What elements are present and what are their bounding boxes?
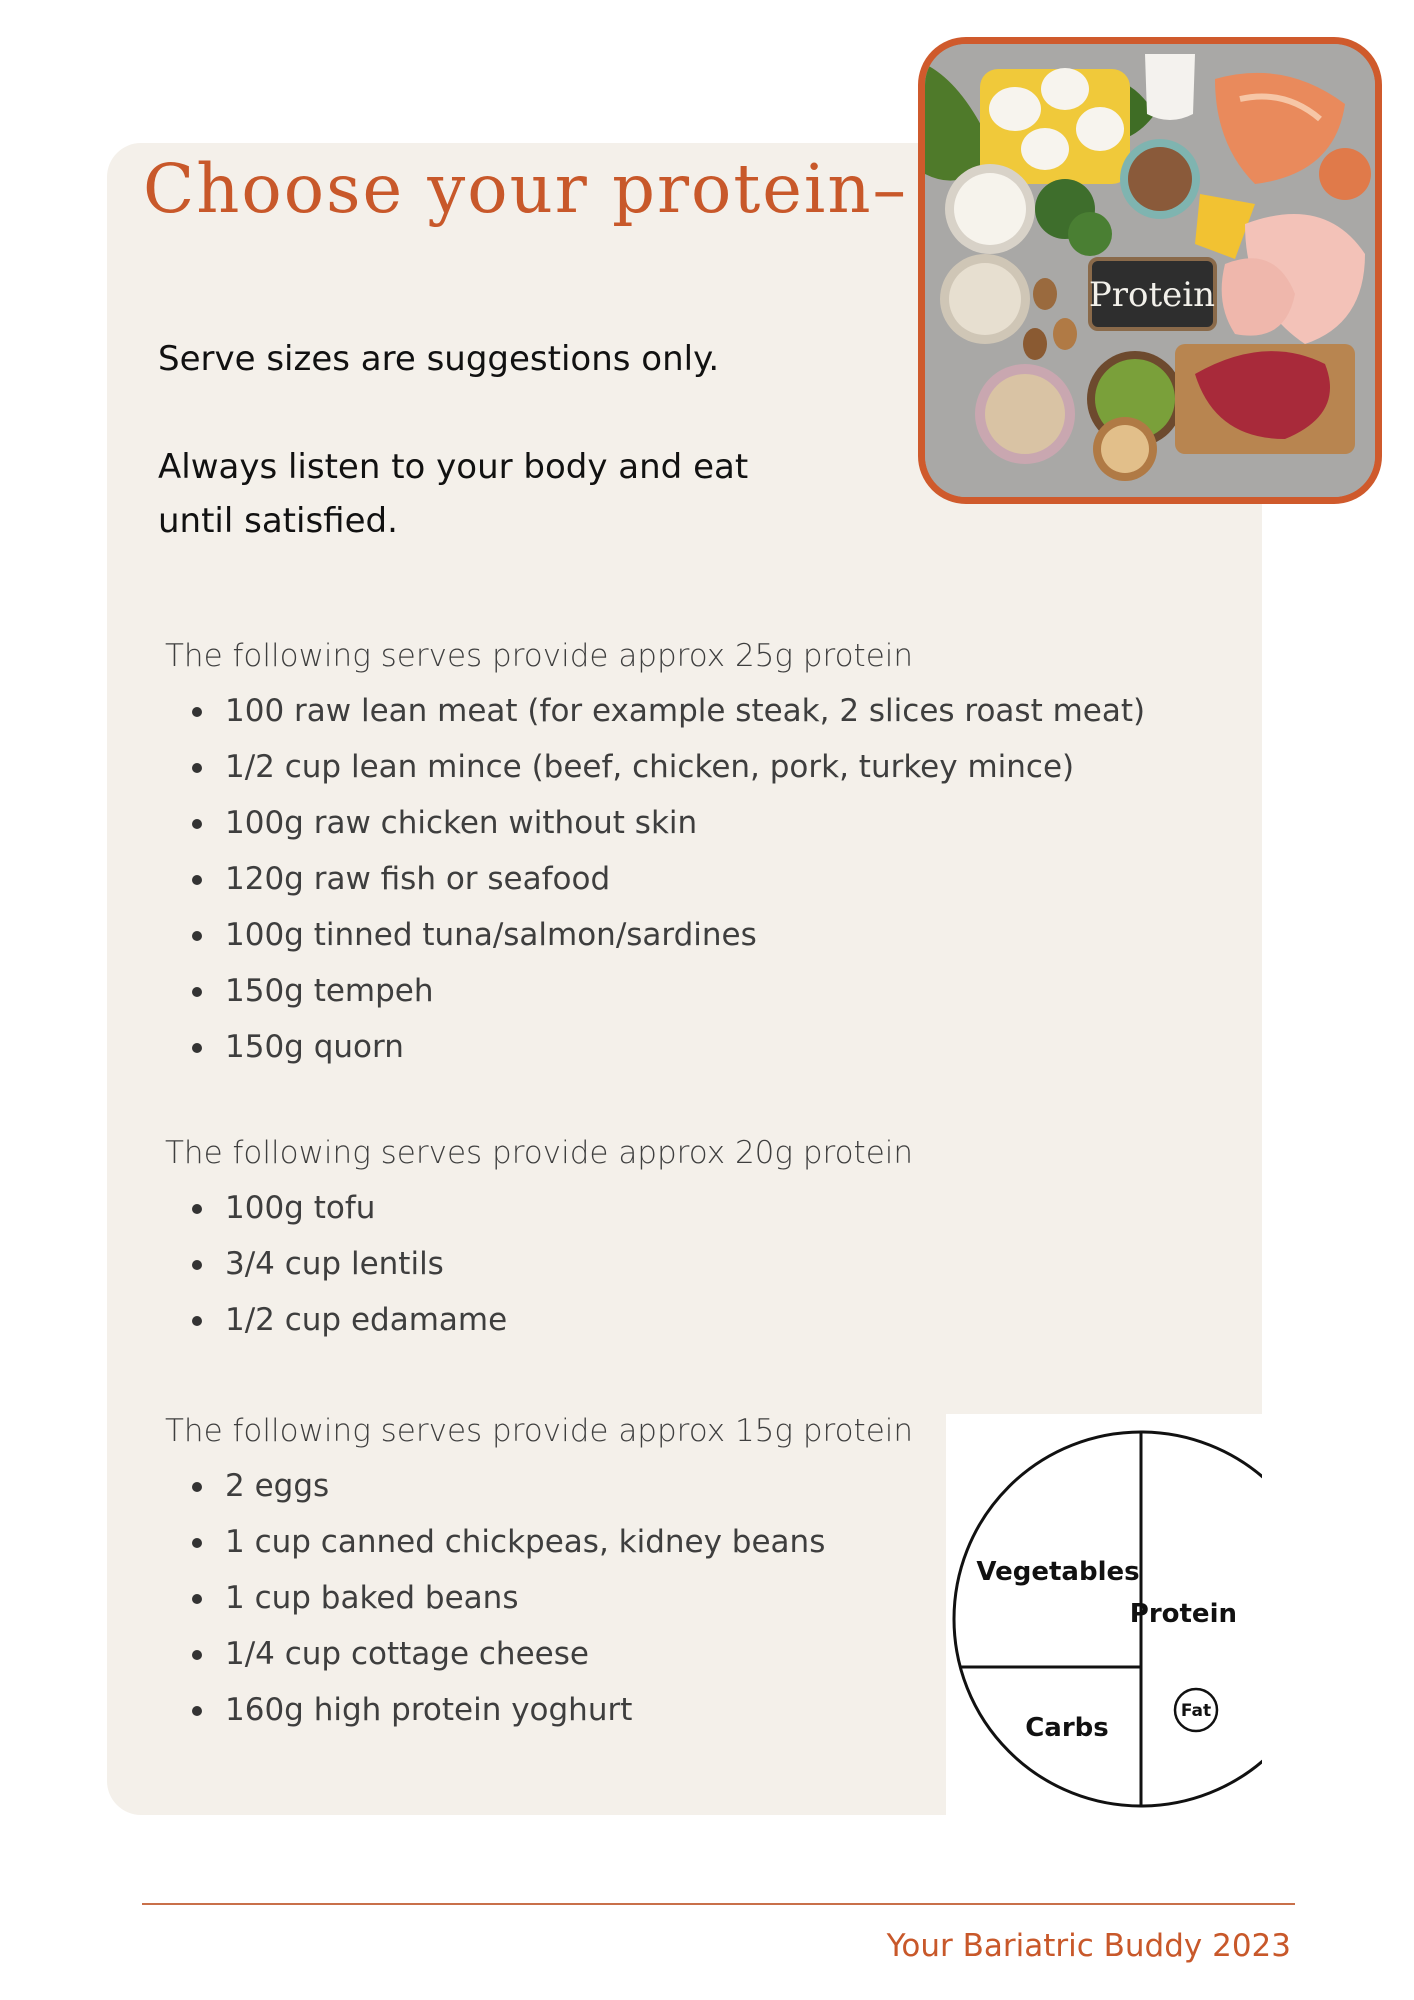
list-item: 150g tempeh <box>225 963 1145 1019</box>
list-item: 100g tinned tuna/salmon/sardines <box>225 907 1145 963</box>
plate-label-carbs: Carbs <box>1025 1713 1109 1743</box>
section-heading-20g: The following serves provide approx 20g protein <box>165 1135 914 1171</box>
footer-divider <box>142 1903 1295 1905</box>
plate-svg <box>946 1414 1262 1824</box>
list-item: 100g tofu <box>225 1180 507 1236</box>
list-item: 160g high protein yoghurt <box>225 1682 825 1738</box>
plate-label-fat: Fat <box>1180 1701 1212 1721</box>
list-item: 100 raw lean meat (for example steak, 2 slices roast meat) <box>225 683 1145 739</box>
list-item: 1/4 cup cottage cheese <box>225 1626 825 1682</box>
list-item: 1 cup canned chickpeas, kidney beans <box>225 1514 825 1570</box>
intro-serve-sizes: Serve sizes are suggestions only. <box>158 339 720 379</box>
footer-credit: Your Bariatric Buddy 2023 <box>886 1928 1291 1964</box>
plate-label-protein: Protein <box>1129 1599 1237 1629</box>
plate-diagram <box>946 1414 1262 1824</box>
list-item: 3/4 cup lentils <box>225 1236 507 1292</box>
intro-listen-body: Always listen to your body and eat until satisfied. <box>158 447 749 541</box>
section-heading-15g: The following serves provide approx 15g protein <box>165 1413 914 1449</box>
list-item: 1/2 cup lean mince (beef, chicken, pork, turkey mince) <box>225 739 1145 795</box>
list-item: 1/2 cup edamame <box>225 1292 507 1348</box>
list-item: 150g quorn <box>225 1019 1145 1075</box>
protein-foods-illustration <box>925 44 1375 497</box>
list-item: 1 cup baked beans <box>225 1570 825 1626</box>
list-item: 100g raw chicken without skin <box>225 795 1145 851</box>
list-20g-protein <box>190 1180 507 1348</box>
protein-sign-text: Protein <box>1088 275 1216 315</box>
protein-foods-photo <box>918 37 1382 504</box>
list-item: 2 eggs <box>225 1458 825 1514</box>
list-item: 120g raw fish or seafood <box>225 851 1145 907</box>
page-title: Choose your protein– <box>143 150 908 228</box>
list-25g-protein <box>190 683 1145 1075</box>
section-heading-25g: The following serves provide approx 25g protein <box>165 638 914 674</box>
list-15g-protein <box>190 1458 825 1738</box>
plate-label-vegetables: Vegetables <box>976 1557 1140 1587</box>
